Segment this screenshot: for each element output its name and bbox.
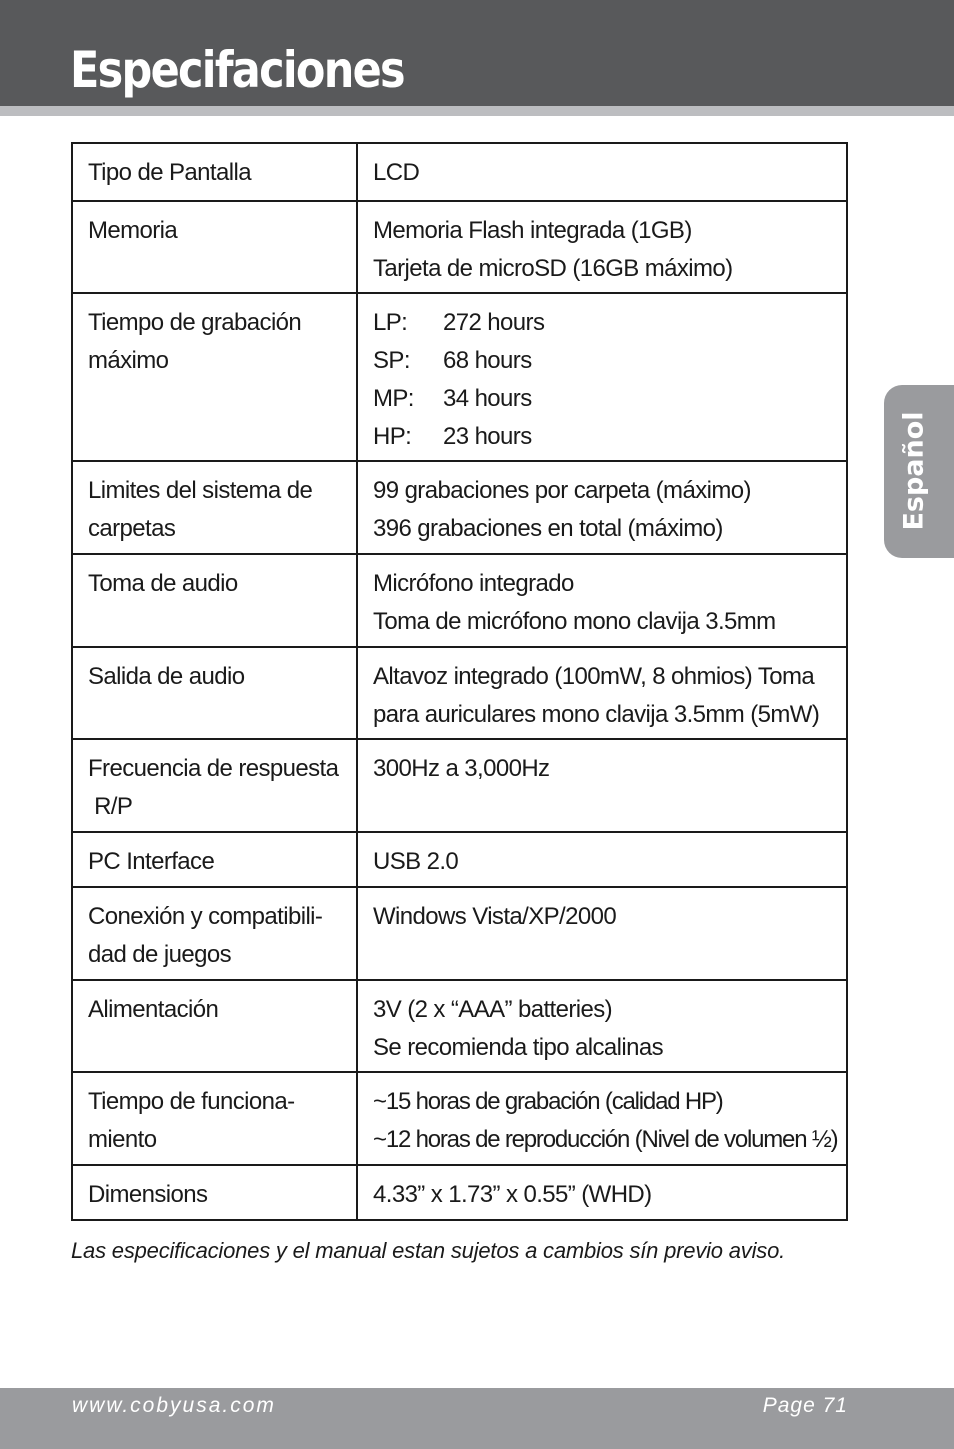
spec-label-line: dad de juegos xyxy=(88,941,231,968)
spec-label-line: Limites del sistema de xyxy=(88,477,313,504)
spec-label xyxy=(72,554,357,647)
spec-value-line: Windows Vista/XP/2000 xyxy=(373,903,617,930)
table-row xyxy=(72,980,847,1072)
spec-value xyxy=(357,201,847,293)
recording-mode-row xyxy=(373,418,832,456)
spec-label xyxy=(72,1072,357,1165)
spec-value xyxy=(357,1072,847,1165)
spec-label-line: máximo xyxy=(88,347,169,374)
spec-value-line: Altavoz integrado (100mW, 8 ohmios) Toma xyxy=(373,663,815,690)
spec-value xyxy=(357,143,847,201)
recording-mode: HP: xyxy=(373,423,412,450)
spec-value-line: 99 grabaciones por carpeta (máximo) xyxy=(373,477,751,504)
spec-label-line: Tipo de Pantalla xyxy=(88,159,251,186)
spec-label xyxy=(72,647,357,739)
spec-value-line: 300Hz a 3,000Hz xyxy=(373,755,550,782)
recording-mode: LP: xyxy=(373,309,408,336)
recording-mode: SP: xyxy=(373,347,410,374)
table-row xyxy=(72,832,847,887)
table-row xyxy=(72,887,847,980)
spec-label xyxy=(72,143,357,201)
table-row xyxy=(72,1072,847,1165)
spec-label-line: Alimentación xyxy=(88,996,219,1023)
spec-value-line: USB 2.0 xyxy=(373,848,459,875)
spec-label-line: Conexión y compatibili- xyxy=(88,903,323,930)
spec-label xyxy=(72,739,357,832)
spec-label xyxy=(72,461,357,554)
spec-label xyxy=(72,832,357,887)
spec-value xyxy=(357,887,847,980)
spec-value-line: ~12 horas de reproducción (Nivel de volumen ½) xyxy=(373,1126,838,1153)
spec-label-line: miento xyxy=(88,1126,157,1153)
spec-value xyxy=(357,1165,847,1220)
recording-mode-row xyxy=(373,380,832,418)
page-number: Page 71 xyxy=(762,1394,848,1417)
spec-value xyxy=(357,980,847,1072)
spec-label-line: Salida de audio xyxy=(88,663,245,690)
recording-hours: 34 hours xyxy=(443,385,532,412)
spec-label-line: Tiempo de funciona- xyxy=(88,1088,295,1115)
spec-value-line: 396 grabaciones en total (máximo) xyxy=(373,515,723,542)
spec-value-line: para auriculares mono clavija 3.5mm (5mW) xyxy=(373,701,820,728)
language-tab-label: Español xyxy=(898,411,930,531)
page-title: Especifaciones xyxy=(70,41,404,99)
spec-label-line: R/P xyxy=(88,793,133,820)
spec-label xyxy=(72,887,357,980)
spec-value xyxy=(357,554,847,647)
spec-label xyxy=(72,980,357,1072)
spec-label-line: Tiempo de grabación xyxy=(88,309,302,336)
spec-label xyxy=(72,293,357,461)
recording-hours: 68 hours xyxy=(443,347,532,374)
recording-mode-row xyxy=(373,304,832,342)
table-row xyxy=(72,201,847,293)
table-row xyxy=(72,554,847,647)
table-row xyxy=(72,143,847,201)
disclaimer-note: Las especificaciones y el manual estan sujetos a cambios sín previo aviso. xyxy=(71,1238,786,1263)
spec-label-line: Frecuencia de respuesta xyxy=(88,755,339,782)
spec-value-line: LCD xyxy=(373,159,420,186)
spec-label-line: Memoria xyxy=(88,217,178,244)
spec-label-line: carpetas xyxy=(88,515,176,542)
spec-label xyxy=(72,1165,357,1220)
spec-value xyxy=(357,461,847,554)
recording-hours: 23 hours xyxy=(443,423,532,450)
spec-value-line: Toma de micrófono mono clavija 3.5mm xyxy=(373,608,776,635)
table-row xyxy=(72,293,847,461)
recording-mode: MP: xyxy=(373,385,414,412)
recording-hours: 272 hours xyxy=(443,309,545,336)
spec-label-line: Toma de audio xyxy=(88,570,238,597)
spec-value xyxy=(357,832,847,887)
spec-value-line: Tarjeta de microSD (16GB máximo) xyxy=(373,255,733,282)
recording-mode-row xyxy=(373,342,832,380)
table-row xyxy=(72,461,847,554)
footer-website-link[interactable]: www.cobyusa.com xyxy=(72,1394,276,1417)
spec-value-line: Se recomienda tipo alcalinas xyxy=(373,1034,664,1061)
spec-value-line: Memoria Flash integrada (1GB) xyxy=(373,217,692,244)
spec-value-line: 3V (2 x “AAA” batteries) xyxy=(373,996,613,1023)
spec-label-line: PC Interface xyxy=(88,848,215,875)
spec-table xyxy=(71,142,848,1221)
table-row xyxy=(72,739,847,832)
spec-label xyxy=(72,201,357,293)
spec-label-line: Dimensions xyxy=(88,1181,208,1208)
spec-value-line: 4.33” x 1.73” x 0.55” (WHD) xyxy=(373,1181,652,1208)
table-row xyxy=(72,647,847,739)
table-row xyxy=(72,1165,847,1220)
spec-value xyxy=(357,647,847,739)
spec-value-line: ~15 horas de grabación (calidad HP) xyxy=(373,1088,723,1115)
spec-value-line: Micrófono integrado xyxy=(373,570,574,597)
spec-value xyxy=(357,293,847,461)
spec-value xyxy=(357,739,847,832)
